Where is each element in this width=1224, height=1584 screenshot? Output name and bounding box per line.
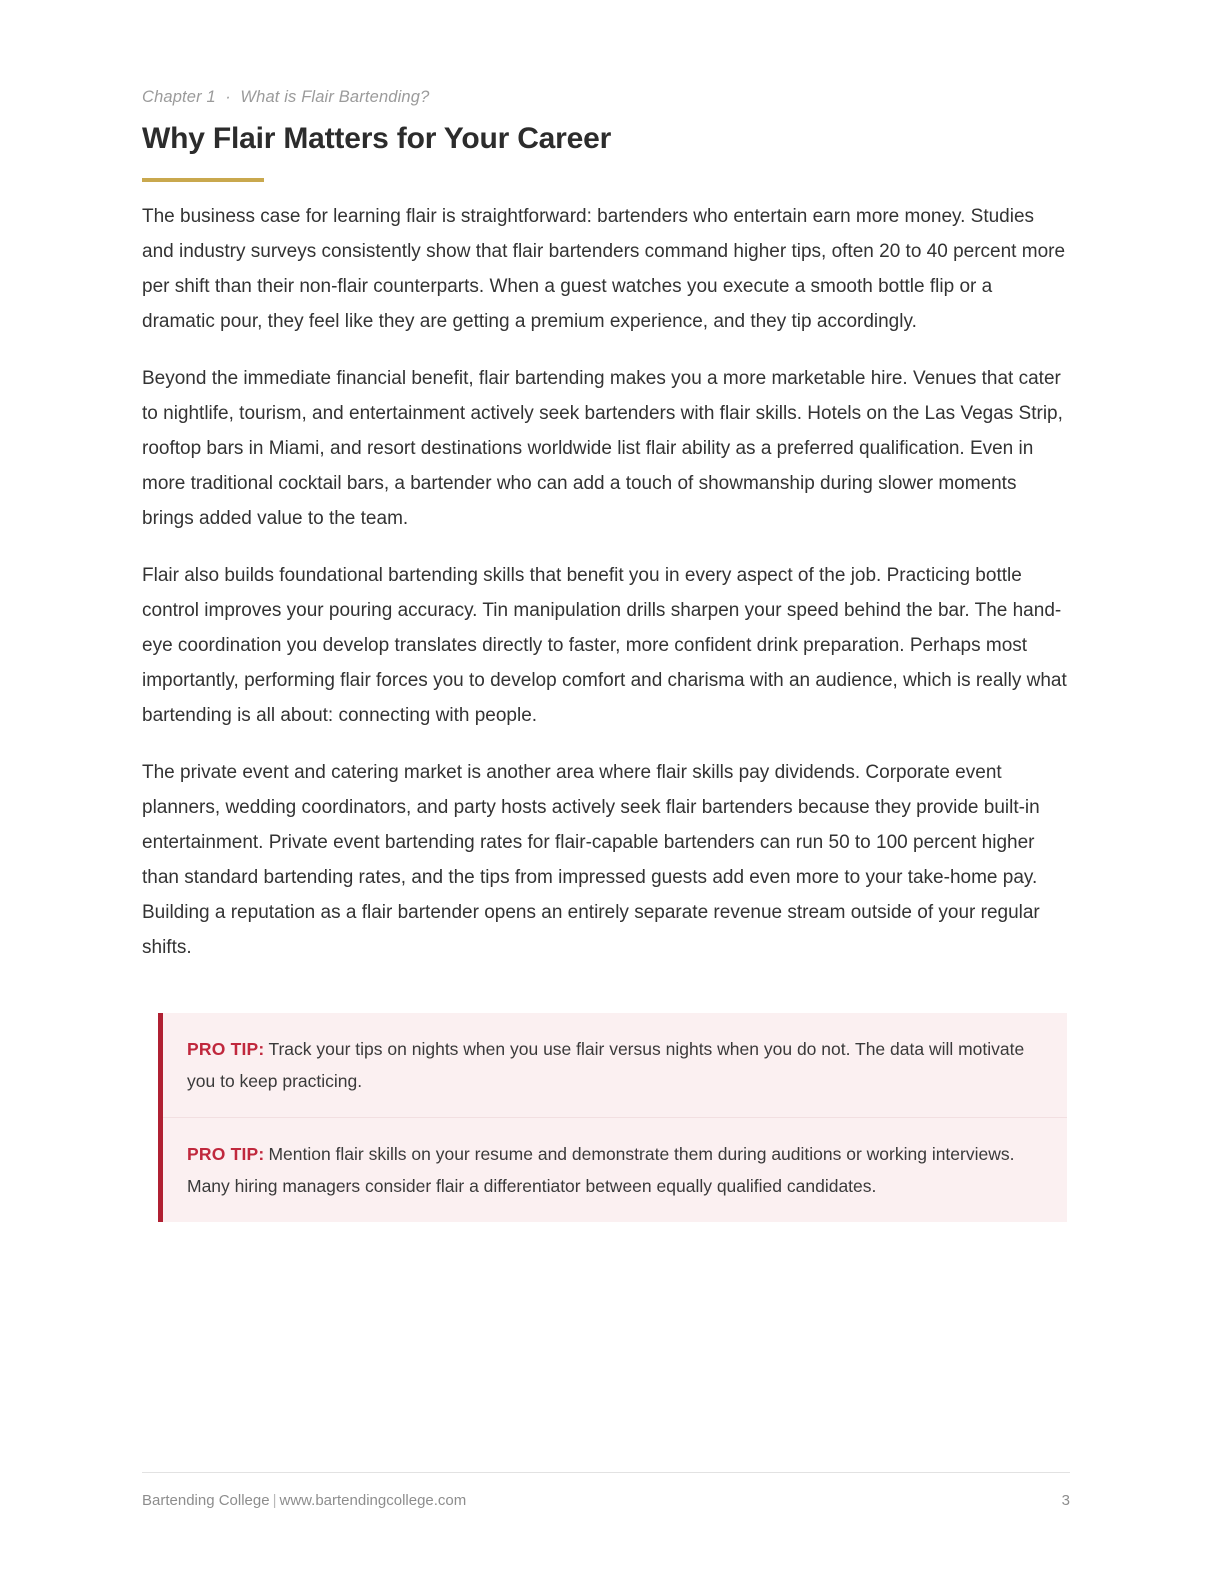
body-copy <box>142 199 1070 965</box>
body-paragraph: Beyond the immediate financial benefit, flair bartending makes you a more marketable hire. Venues that cater to nightlife, tourism, and entertainment actively seek bartenders with flair skills. Hotels on the Las Vegas Strip, rooftop bars in Miami, and resort destinations worldwide list flair ability as a preferred qualification. Even in more traditional cocktail bars, a bartender who can add a touch of showmanship during slower moments brings added value to the team. <box>142 368 1063 530</box>
footer-website: www.bartendingcollege.com <box>279 1492 467 1509</box>
title-accent-rule <box>142 178 264 182</box>
pro-tip-body <box>187 1138 1041 1202</box>
page-footer <box>142 1472 1070 1509</box>
pro-tip-text: Track your tips on nights when you use flair versus nights when you do not. The data will motivate you to keep practicing. <box>187 1039 1025 1092</box>
page-content <box>142 88 1070 1222</box>
footer-attribution <box>142 1492 466 1509</box>
page-title: Why Flair Matters for Your Career <box>142 121 612 155</box>
page-number: 3 <box>1061 1492 1070 1509</box>
pro-tip-body <box>187 1033 1041 1097</box>
pro-tip-text: Mention flair skills on your resume and demonstrate them during auditions or working interviews. Many hiring managers consider flair a differentiator between equally qualified candidates. <box>187 1144 1015 1197</box>
pro-tip-label: PRO TIP: <box>187 1144 265 1165</box>
pro-tip-callout <box>163 1013 1067 1117</box>
breadcrumb: Chapter 1 · What is Flair Bartending? <box>142 88 430 106</box>
pro-tip-label: PRO TIP: <box>187 1039 265 1060</box>
footer-organization: Bartending College <box>142 1492 270 1509</box>
pro-tip-callout <box>163 1117 1067 1222</box>
footer-separator: | <box>272 1492 277 1509</box>
body-paragraph: Flair also builds foundational bartending skills that benefit you in every aspect of the job. Practicing bottle control improves your pouring accuracy. Tin manipulation drills sharpen your speed behind the bar. The hand-eye coordination you develop translates directly to faster, more confident drink preparation. Perhaps most importantly, performing flair forces you to develop comfort and charisma with an audience, which is really what bartending is all about: connecting with people. <box>142 565 1067 727</box>
body-paragraph: The private event and catering market is another area where flair skills pay dividends. Corporate event planners, wedding coordinators, and party hosts actively seek flair bartenders because they provide built-in entertainment. Private event bartending rates for flair-capable bartenders can run 50 to 100 percent higher than standard bartending rates, and the tips from impressed guests add even more to your take-home pay. Building a reputation as a flair bartender opens an entirely separate revenue stream outside of your regular shifts. <box>142 762 1040 959</box>
body-paragraph: The business case for learning flair is straightforward: bartenders who entertain earn more money. Studies and industry surveys consistently show that flair bartenders command higher tips, often 20 to 40 percent more per shift than their non-flair counterparts. When a guest watches you execute a smooth bottle flip or a dramatic pour, they feel like they are getting a premium experience, and they tip accordingly. <box>142 206 1066 333</box>
pro-tip-callout-group <box>158 1013 1067 1222</box>
